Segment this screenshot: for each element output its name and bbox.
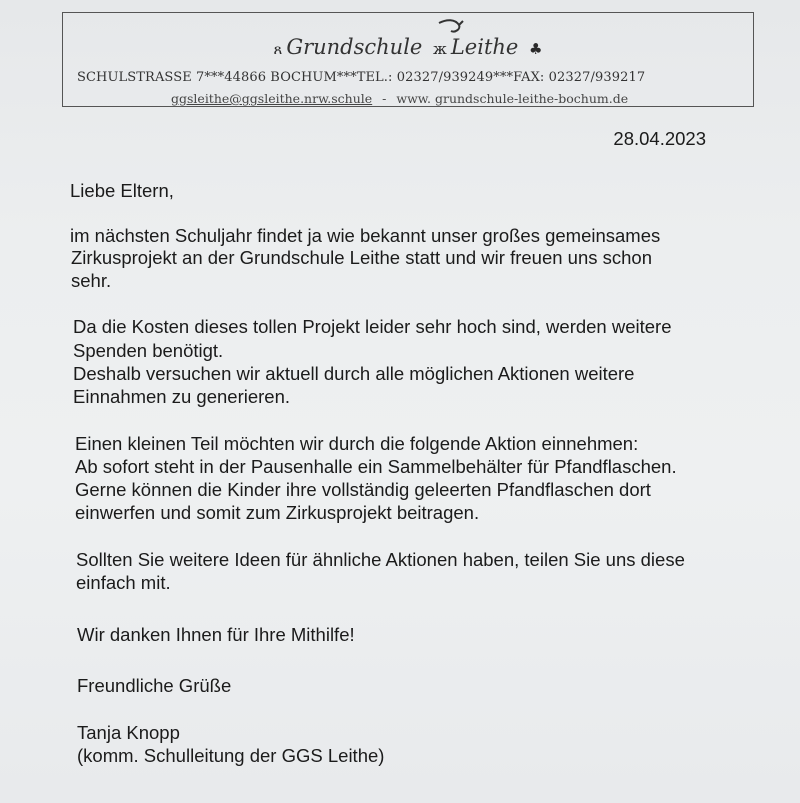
logo-tree-icon: ♣ (529, 40, 543, 58)
school-email-link[interactable]: ggsleithe@ggsleithe.nrw.schule (171, 91, 373, 106)
logo-figure-icon: ጸ (273, 40, 283, 58)
paragraph3-line3: Gerne können die Kinder ihre vollständig geleerten Pfandflaschen dort (75, 479, 651, 500)
closing: Freundliche Grüße (77, 675, 232, 696)
signer-role: (komm. Schulleitung der GGS Leithe) (77, 745, 385, 766)
paragraph1-line2: Zirkusprojekt an der Grundschule Leithe statt und wir freuen uns schon (71, 247, 653, 268)
paragraph3-line1: Einen kleinen Teil möchten wir durch die folgende Aktion einnehmen: (75, 433, 639, 454)
school-website-link[interactable]: www. grundschule-leithe-bochum.de (396, 91, 629, 106)
salutation: Liebe Eltern, (70, 180, 174, 201)
thanks-line: Wir danken Ihnen für Ihre Mithilfe! (77, 624, 355, 645)
contact-separator: - (382, 91, 387, 106)
paragraph1-line1: im nächsten Schuljahr findet ja wie bekannt unser großes gemeinsames (70, 225, 661, 246)
paragraph4-line1: Sollten Sie weitere Ideen für ähnliche Aktionen haben, teilen Sie uns diese (76, 549, 685, 570)
letterhead (62, 12, 754, 107)
school-name-part1: Grundschule (286, 35, 423, 59)
paragraph2-line4: Einnahmen zu generieren. (73, 386, 291, 407)
paragraph3-line4: einwerfen und somit zum Zirkusprojekt beitragen. (75, 502, 480, 523)
logo-acrobat-icon: ж (433, 40, 447, 58)
paragraph1-line3: sehr. (71, 270, 112, 291)
school-name-part2: Leithe (450, 35, 519, 59)
school-logo (63, 35, 753, 59)
school-contact (171, 91, 628, 106)
paragraph3-line2: Ab sofort steht in der Pausenhalle ein Sammelbehälter für Pfandflaschen. (75, 456, 677, 477)
paragraph2-line2: Spenden benötigt. (73, 340, 224, 361)
letter-date: 28.04.2023 (613, 128, 706, 149)
signer-name: Tanja Knopp (77, 722, 180, 743)
paragraph4-line2: einfach mit. (76, 572, 171, 593)
school-address: SCHULSTRASSE 7***44866 BOCHUM***TEL.: 02327/939249***FAX: 02327/939217 (77, 70, 646, 85)
paragraph2-line3: Deshalb versuchen wir aktuell durch alle möglichen Aktionen weitere (73, 363, 635, 384)
paragraph2-line1: Da die Kosten dieses tollen Projekt leider sehr hoch sind, werden weitere (73, 316, 672, 337)
